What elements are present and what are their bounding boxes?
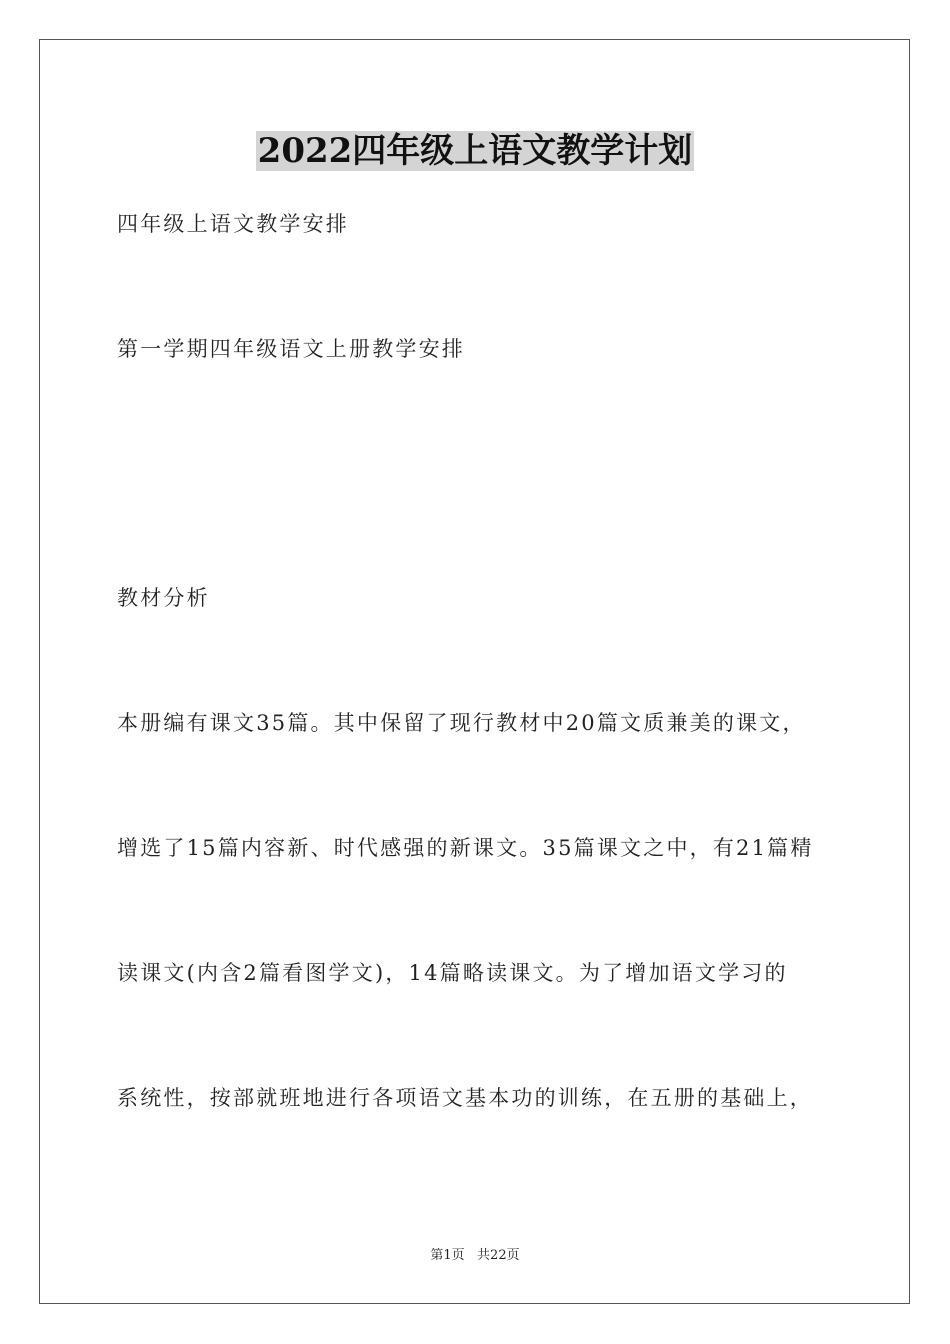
paragraph-semester-plan: 第一学期四年级语文上册教学安排 <box>117 337 465 361</box>
paragraph-body-line: 增选了15篇内容新、时代感强的新课文。35篇课文之中，有21篇精 <box>117 836 814 860</box>
paragraph-subtitle: 四年级上语文教学安排 <box>117 212 349 236</box>
paragraph-body-line: 读课文(内含2篇看图学文)，14篇略读课文。为了增加语文学习的 <box>117 961 788 985</box>
page-number-footer: 第1页 共22页 <box>430 1248 520 1263</box>
document-title-text: 2022四年级上语文教学计划 <box>257 131 693 171</box>
paragraph-body-line: 系统性，按部就班地进行各项语文基本功的训练，在五册的基础上， <box>117 1086 813 1110</box>
document-title <box>0 128 950 174</box>
paragraph-heading-analysis: 教材分析 <box>117 586 210 610</box>
paragraph-body-line: 本册编有课文35篇。其中保留了现行教材中20篇文质兼美的课文， <box>117 711 806 735</box>
